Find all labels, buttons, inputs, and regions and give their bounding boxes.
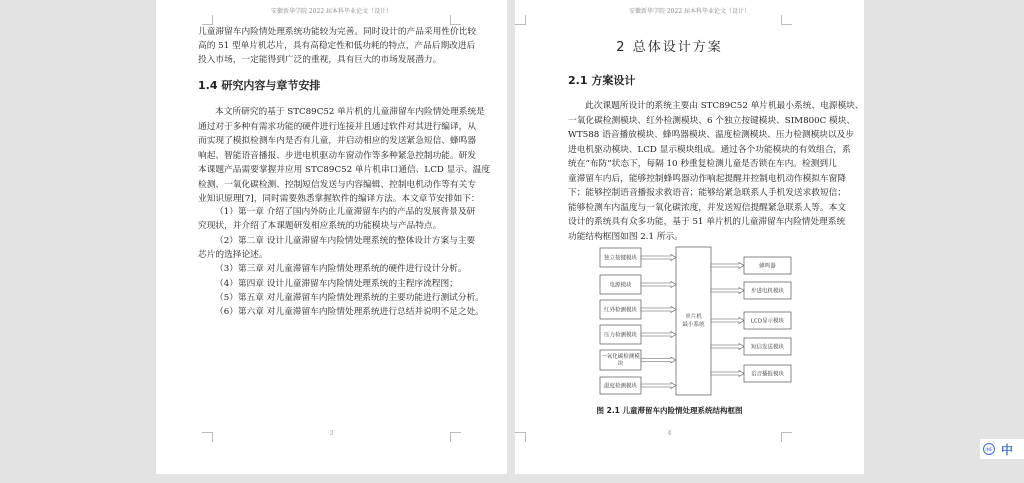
margin-corner-mark	[515, 432, 526, 442]
page-4	[515, 0, 864, 474]
text-line: 投入市场，一定能得到广泛的重视，具有巨大的市场发展潜力。	[198, 55, 442, 65]
input-module-label: 压力检测模块	[603, 332, 638, 339]
text-line: 究现状，并介绍了本课题研发相应系统的功能模块与产品特点。	[198, 221, 442, 232]
mcu-label: 单片机	[685, 314, 702, 320]
arrow	[641, 332, 676, 338]
output-module-label: 步进电机模块	[750, 288, 785, 295]
text-line: 检测、一氧化碳检测、控制短信发送与内容编辑、控制电机动作等有关专	[198, 179, 476, 190]
input-module-label: 温度检测模块	[603, 383, 638, 390]
output-module-label: 短信发送模块	[750, 344, 785, 351]
text-line: 而实现了模拟检测车内是否有儿童，并启动相应的发送紧急短信、蜂鸣器	[198, 136, 476, 146]
page-3	[156, 0, 507, 474]
text-line: 功能结构框图如图 2.1 所示。	[568, 231, 683, 242]
input-module-label: 一氧化碳检测模	[601, 354, 640, 360]
text-line: 能够检测车内温度与一氧化碳浓度，并发送短信提醒紧急联系人等。本文	[568, 202, 846, 213]
text-line: 进电机驱动模块、LCD 显示模块组成。通过各个功能模块的有效组合，系	[568, 144, 851, 155]
text-line: WT588 语音播放模块、蜂鸣器模块、温度检测模块、压力检测模块以及步	[568, 130, 855, 140]
input-module-label: 电源模块	[609, 282, 632, 289]
text-line: 响起、智能语音播报、步进电机驱动车窗动作等多种紧急控制功能。研发	[198, 150, 476, 161]
margin-corner-mark	[202, 15, 213, 25]
output-module-label: LCD显示模块	[750, 318, 785, 325]
text-line: 儿童滞留车内险情处理系统功能较为完善。同时设计的产品采用性价比较	[198, 27, 476, 37]
page-number: 4	[667, 430, 672, 437]
page-number: 3	[329, 430, 334, 437]
input-module-label: 独立按键模块	[603, 255, 638, 262]
margin-corner-mark	[781, 15, 792, 25]
text-line: （4）第四章 设计儿童滞留车内险情处理系统的主程序流程图；	[215, 278, 458, 289]
text-line: 童滞留车内后，能够控制蜂鸣器动作响起提醒并控制电机动作模拟车窗降	[568, 173, 846, 184]
section-title: 1.4 研究内容与章节安排	[198, 79, 321, 92]
chapter-title: 2 总体设计方案	[616, 40, 723, 55]
text-line: 本课题产品需要掌握并应用 STC89C52 单片机串口通信、LCD 显示、温度	[198, 165, 491, 175]
text-line: 本文所研究的基于 STC89C52 单片机的儿童滞留车内险情处理系统是	[215, 107, 485, 117]
output-module-label: 蜂鸣器	[759, 263, 776, 270]
system-block-diagram	[515, 240, 864, 400]
arrow	[711, 371, 744, 377]
input-module-box	[600, 350, 641, 370]
arrow	[641, 282, 676, 288]
text-line: （2）第二章 设计儿童滞留车内险情处理系统的整体设计方案与主要	[215, 235, 476, 246]
text-line: 业知识原理[7]，同时需要熟悉掌握软件的编译方法。本文章节安排如下：	[198, 194, 480, 204]
text-line: 设计的系统具有众多功能，基于 51 单片机的儿童滞留车内险情处理系统	[568, 217, 846, 227]
margin-corner-mark	[515, 15, 526, 25]
text-line: 芯片的选择论述。	[198, 249, 268, 260]
text-line: （1）第一章 介绍了国内外防止儿童滞留车内的产品的发展背景及研	[215, 207, 476, 217]
text-line: 此次课题所设计的系统主要由 STC89C52 单片机最小系统、电源模块、	[585, 101, 864, 111]
text-line: 下；能够控制语音播报求救语音；能够给紧急联系人手机发送求救短信；	[568, 188, 846, 198]
page-header: 安徽新华学院 2022 届本科毕业论文（设计）	[628, 8, 751, 15]
input-module-label: 红外检测模块	[603, 307, 638, 314]
margin-corner-mark	[202, 432, 213, 442]
arrow	[711, 344, 744, 350]
ime-indicator[interactable]	[980, 439, 1024, 459]
margin-corner-mark	[450, 15, 461, 25]
ime-language: 中	[1001, 442, 1014, 457]
arrow	[641, 255, 676, 261]
text-line: 高的 51 型单片机芯片，具有高稳定性和低功耗的特点，产品后期改进后	[198, 41, 476, 51]
arrow	[711, 288, 744, 294]
input-module-label: 块	[617, 361, 624, 367]
text-line: （5）第五章 对儿童滞留车内险情处理系统的主要功能进行测试分析。	[215, 292, 484, 303]
text-line: 统在“布防”状态下，每隔 10 秒重复检测儿童是否锁在车内。检测到儿	[568, 159, 837, 169]
margin-corner-mark	[781, 432, 792, 442]
page-header: 安徽新华学院 2022 届本科毕业论文（设计）	[270, 8, 393, 15]
mcu-box	[676, 247, 711, 395]
arrow	[711, 263, 744, 269]
text-line: 一氧化碳检测模块、红外检测模块、6 个独立按键模块、SIM800C 模块、	[568, 115, 856, 126]
text-line: （3）第三章 对儿童滞留车内险情处理系统的硬件进行设计分析。	[215, 264, 467, 275]
section-title: 2.1 方案设计	[568, 74, 636, 87]
margin-corner-mark	[450, 432, 461, 442]
figure-caption: 图 2.1 儿童滞留车内险情处理系统结构框图	[596, 406, 743, 415]
output-module-label: 语音播报模块	[750, 371, 785, 378]
ime-logo-icon: IME	[983, 443, 995, 455]
mcu-label: 最小系统	[682, 322, 705, 328]
text-line: （6）第六章 对儿童滞留车内险情处理系统进行总结并说明不足之处。	[215, 307, 484, 318]
arrow	[641, 357, 676, 363]
arrow	[641, 307, 676, 313]
arrow	[711, 318, 744, 324]
text-line: 通过对于多种有需求功能的硬件进行连接并且通过软件对其进行编译，从	[198, 121, 476, 132]
arrow	[641, 383, 676, 389]
